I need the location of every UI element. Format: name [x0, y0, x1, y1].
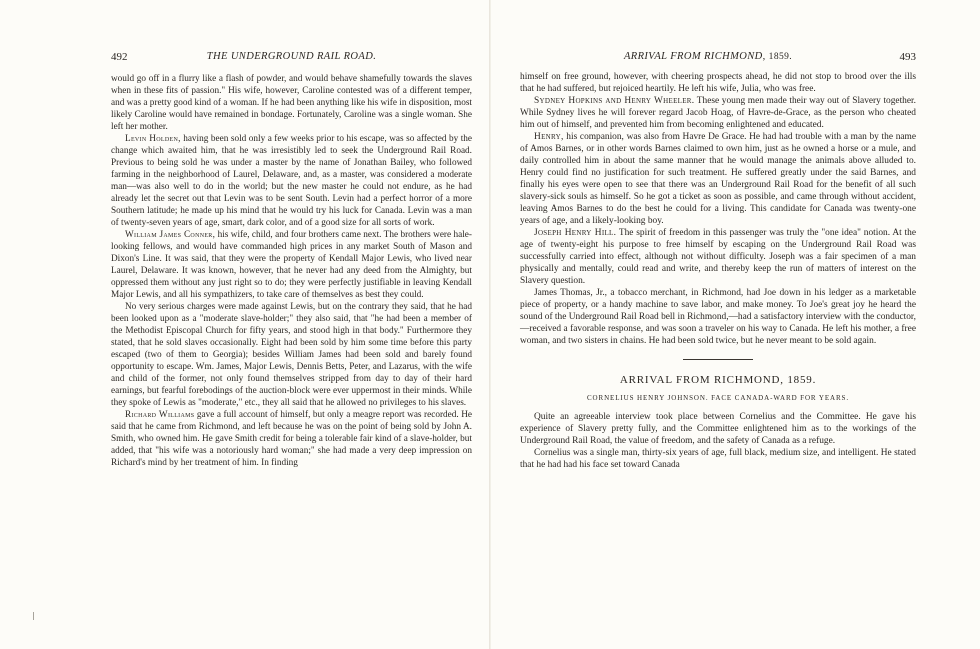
- paragraph: Sydney Hopkins and Henry Wheeler. These young men made their way out of Slavery together. While Sydney lives he will forever regard Jacob Hoag, of Havre-de-Grace, as the person who cheated him out of himself, and prevented him from becoming enlightened and educated.: [520, 96, 916, 130]
- section-subheading: CORNELIUS HENRY JOHNSON. FACE CANADA-WARD FOR YEARS.: [586, 394, 849, 402]
- running-title: ARRIVAL FROM RICHMOND, 1859.: [623, 51, 793, 62]
- paragraph: No very serious charges were made against Lewis, but on the contrary they said, that he had been looked upon as a "moderate slave-holder;" they also said, that "he had been a member of the Methodist Episcopal Church for fifty years, and stood high in that body." Furthermore they stated, that he sold slaves occasionally. Eight had been sold by him some time before this party escaped (two of them to Georgia); besides William James had been sold and barely found opportunity to escape. Wm. James, Major Lewis, Dennis Betts, Peter, and Lazarus, with the wife and child of the former, not only found themselves stripped from day to day of their hard earnings, but fearful forebodings of the auction-block were ever uppermost in their minds. While they spoke of Lewis as "moderate," etc., they all said that he allowed no privileges to his slaves.: [111, 302, 472, 408]
- margin-mark: [33, 612, 34, 620]
- paragraph: William James Conner, his wife, child, and four brothers came next. The brothers were hale-looking fellows, and would have commanded high prices in any market South of Mason and Dixon's Line. It was said, that they were the property of Kendall Major Lewis, who lived near Laurel, Delaware. It was known, however, that he never had any deed from the Almighty, but oppressed them without any just right so to do; they were perfectly justifiable in leaving Kendall Major Lewis, and all his sympathizers, to take care of themselves as best they could.: [111, 230, 472, 300]
- paragraph: Levin Holden, having been sold only a few weeks prior to his escape, was so affected by the change which awaited him, that he was irresistibly led to seek the Underground Rail Road. Previous to being sold he was under a master by the name of Jonathan Bailey, who followed farming in the neighborhood of Laurel, Delaware, and, as a master, was considered a moderate man—was also well to do in the world; but the new master he could not endure, as he had already let the secret out that Levin was to be sent South. Levin had a perfect horror of a more Southern latitude; he made up his mind that he would try his luck for Canada. Levin was a man of twenty-seven years of age, smart, dark color, and of a good size for all sorts of work.: [111, 134, 472, 228]
- paragraph: would go off in a flurry like a flash of powder, and would behave shamefully towards the slaves when in these fits of passion." His wife, however, Caroline contested was of a different temper, and was a pretty good kind of a woman. If he had been anything like his wife in disposition, most likely Caroline would have remained in bondage. Fortunately, Caroline was a single woman. She left her mother.: [111, 74, 472, 132]
- left-page-header: [111, 50, 472, 64]
- paragraph: himself on free ground, however, with cheering prospects ahead, he did not stop to brood over the ills that he had suffered, but rejoiced heartily. He left his wife, Julia, who was free.: [520, 72, 916, 94]
- paragraph: Richard Williams gave a full account of himself, but only a meagre report was recorded. He said that he came from Richmond, and left because he was on the point of being sold by John A. Smith, who owned him. He gave Smith credit for being a tolerable fair kind of a slave-holder, but added, that "his wife was a notoriously hard woman;" she had made a very deep impression on Richard's mind by her treatment of him. In finding: [111, 410, 472, 468]
- left-body-text: [111, 73, 472, 469]
- running-title: THE UNDERGROUND RAIL ROAD.: [206, 51, 377, 62]
- right-body-text: [520, 71, 916, 471]
- section-divider: [683, 359, 753, 360]
- right-page: [490, 0, 980, 649]
- page-number: 492: [111, 51, 128, 63]
- page-number: 493: [899, 51, 916, 63]
- paragraph: Quite an agreeable interview took place between Cornelius and the Committee. He gave his experience of Slavery pretty fully, and the Committee enlightened him as to the workings of the Underground Rail Road, the value of freedom, and the safety of Canada as a refuge.: [520, 412, 916, 446]
- paragraph: Joseph Henry Hill. The spirit of freedom in this passenger was truly the "one idea" notion. At the age of twenty-eight his purpose to free himself by escaping on the Underground Rail Road was successfully carried into effect, although not without difficulty. Joseph was a fair specimen of a man physically and mentally, could read and write, and thereby keep the run of matters of interest on the Slavery question.: [520, 228, 916, 286]
- right-page-header: [520, 50, 916, 64]
- paragraph: Henry, his companion, was also from Havre De Grace. He had had trouble with a man by the name of Amos Barnes, or in other words Barnes claimed to own him, just as he owned a horse or a mule, and daily controlled him in about the same manner that he would manage the animals above alluded to. Henry could find no justification for such treatment. He suffered greatly under the said Barnes, and finally his eyes were open to see that there was an Underground Rail Road for the benefit of all such slavery-sick souls as himself. So he got a ticket as soon as possible, and came through without accident, leaving Amos Barnes to do the best he could for a living. This candidate for Canada was twenty-one years of age, and a likely-looking boy.: [520, 132, 916, 226]
- paragraph: James Thomas, Jr., a tobacco merchant, in Richmond, had Joe down in his ledger as a marketable piece of property, or a handy machine to save labor, and make money. To Joe's great joy he heard the sound of the Underground Rail Road bell in Richmond,—had a satisfactory interview with the conductor,—received a favorable response, and was soon a traveler on his way to Canada. He left his mother, a free woman, and two sisters in chains. He had been sold twice, but he never meant to be sold again.: [520, 288, 916, 346]
- section-heading: ARRIVAL FROM RICHMOND, 1859.: [619, 374, 817, 386]
- paragraph: Cornelius was a single man, thirty-six years of age, full black, medium size, and intelligent. He stated that he had had his face set toward Canada: [520, 448, 916, 470]
